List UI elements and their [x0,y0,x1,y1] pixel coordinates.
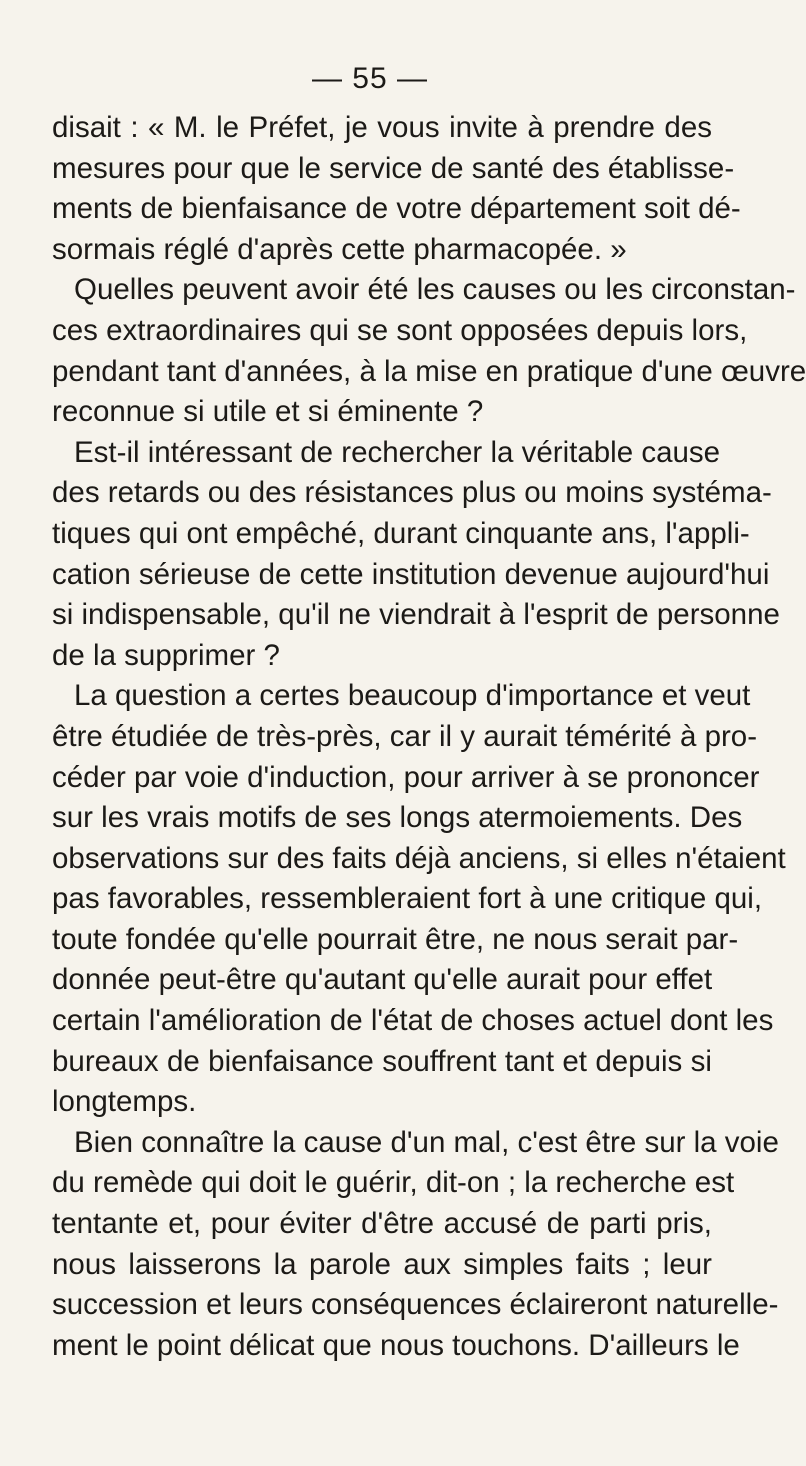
text-line: si indispensable, qu'il ne viendrait à l'esprit de personne [52,598,780,632]
text-line: certain l'amélioration de l'état de choses actuel dont les [52,1004,774,1038]
text-line: du remède qui doit le guérir, dit-on ; la recherche est [52,1166,735,1200]
text-line: pas favorables, ressembleraient fort à une critique qui, [52,882,763,916]
text-line: longtemps. [52,1085,197,1119]
text-line: donnée peut-être qu'autant qu'elle aurait pour effet [52,963,713,997]
text-line: succession et leurs conséquences éclaireront naturelle- [52,1288,779,1322]
text-line: La question a certes beaucoup d'importance et veut [74,679,751,713]
text-line: sur les vrais motifs de ses longs atermoiements. Des [52,801,743,835]
text-line: tentante et, pour éviter d'être accusé de parti pris, [52,1207,712,1241]
text-line: de la supprimer ? [52,638,280,672]
text-line: reconnue si utile et si éminente ? [52,395,484,429]
text-line: disait : « M. le Préfet, je vous invite à prendre des [52,111,712,144]
text-line: Est-il intéressant de rechercher la véritable cause [74,435,721,469]
text-line: observations sur des faits déjà anciens, si elles n'étaient [52,841,786,875]
text-line: Quelles peuvent avoir été les causes ou les circonstan- [74,273,796,307]
text-line: être étudiée de très-près, car il y aurait témérité à pro- [52,719,758,753]
text-line: Bien connaître la cause d'un mal, c'est être sur la voie [74,1125,779,1159]
text-line: mesures pour que le service de santé des établisse- [52,151,735,185]
text-line: ments de bienfaisance de votre département soit dé- [52,192,741,226]
text-line: sormais réglé d'après cette pharmacopée. » [52,232,627,266]
body-text [52,108,806,1366]
text-line: tiques qui ont empêché, durant cinquante ans, l'appli- [52,516,750,550]
text-line: bureaux de bienfaisance souffrent tant et depuis si [52,1044,712,1078]
text-line: nous laisserons la parole aux simples faits ; leur [52,1247,712,1281]
text-line: ces extraordinaires qui se sont opposées depuis lors, [52,313,748,347]
text-line: céder par voie d'induction, pour arriver à se prononcer [52,760,760,794]
text-line: ment le point délicat que nous touchons. D'ailleurs le [52,1328,740,1362]
text-line: des retards ou des résistances plus ou moins systéma- [52,476,772,510]
text-line: toute fondée qu'elle pourrait être, ne nous serait par- [52,922,739,956]
text-line: cation sérieuse de cette institution devenue aujourd'hui [52,557,770,591]
page-number: — 55 — [311,62,429,95]
text-line: pendant tant d'années, à la mise en pratique d'une œuvre [52,354,806,388]
